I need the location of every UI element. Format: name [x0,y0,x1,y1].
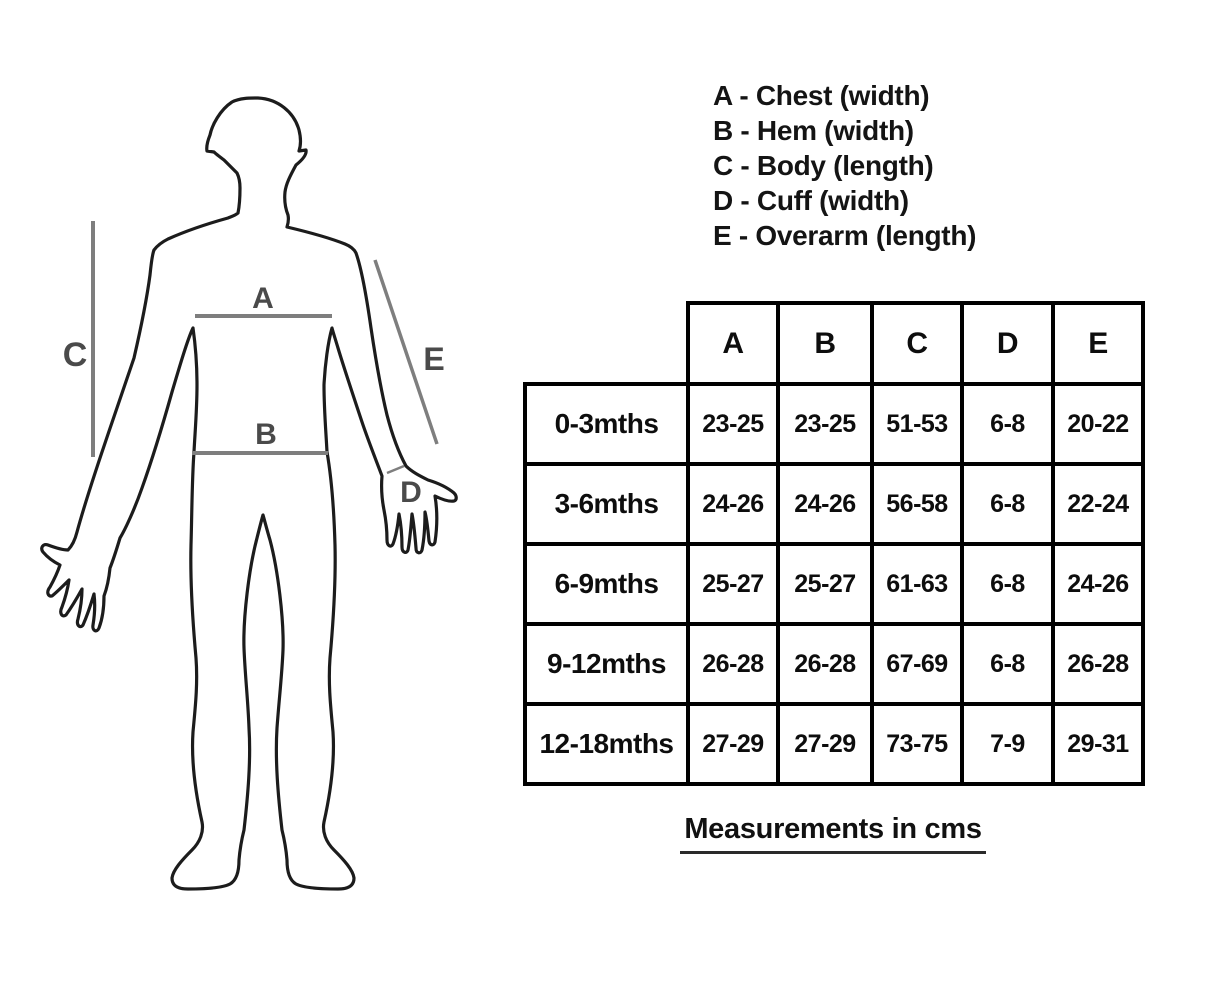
column-header-d: D [962,303,1053,384]
measurement-cell: 6-8 [962,384,1053,464]
table-row [525,464,1143,544]
table-row [525,704,1143,784]
column-header-c: C [872,303,962,384]
measurement-cell: 6-8 [962,464,1053,544]
legend-item-overarm: E - Overarm (length) [713,220,977,251]
table-header-row [525,303,1143,384]
row-label-9-12mths: 9-12mths [525,624,688,704]
size-chart-table [523,301,1145,786]
measurement-cell: 25-27 [778,544,872,624]
measurement-cell: 23-25 [688,384,778,464]
body-outline [42,98,456,889]
column-header-e: E [1053,303,1143,384]
row-label-12-18mths: 12-18mths [525,704,688,784]
legend-item-cuff: D - Cuff (width) [713,185,909,216]
measurement-cell: 26-28 [778,624,872,704]
measurement-cell: 29-31 [1053,704,1143,784]
body-measurement-diagram [30,80,480,920]
measurement-cell: 51-53 [872,384,962,464]
legend-item-hem: B - Hem (width) [713,115,914,146]
measure-label-e: E [423,341,445,377]
measurement-cell: 6-8 [962,624,1053,704]
measurement-cell: 20-22 [1053,384,1143,464]
table-row [525,544,1143,624]
measurement-cell: 73-75 [872,704,962,784]
legend-item-chest: A - Chest (width) [713,80,930,111]
measurement-cell: 7-9 [962,704,1053,784]
column-header-b: B [778,303,872,384]
blank-corner-cell [525,303,688,384]
measurement-cell: 26-28 [688,624,778,704]
row-label-0-3mths: 0-3mths [525,384,688,464]
measurement-cell: 56-58 [872,464,962,544]
row-label-3-6mths: 3-6mths [525,464,688,544]
measurement-cell: 27-29 [688,704,778,784]
legend-item-body: C - Body (length) [713,150,934,181]
measurement-cell: 24-26 [778,464,872,544]
units-note-wrapper [523,813,1143,854]
measurement-cell: 27-29 [778,704,872,784]
measure-label-d: D [400,476,422,509]
column-header-a: A [688,303,778,384]
measurement-cell: 6-8 [962,544,1053,624]
measurement-cell: 24-26 [1053,544,1143,624]
measurement-cell: 26-28 [1053,624,1143,704]
table-row [525,624,1143,704]
table-row [525,384,1143,464]
measurement-cell: 67-69 [872,624,962,704]
units-note: Measurements in cms [680,813,985,854]
measurement-cell: 23-25 [778,384,872,464]
measurement-cell: 22-24 [1053,464,1143,544]
measurement-cell: 24-26 [688,464,778,544]
measurement-cell: 25-27 [688,544,778,624]
measure-label-a: A [252,282,274,315]
measurement-legend [713,78,976,253]
row-label-6-9mths: 6-9mths [525,544,688,624]
measure-label-b: B [255,418,277,451]
measurement-cell: 61-63 [872,544,962,624]
measure-label-c: C [62,336,88,374]
